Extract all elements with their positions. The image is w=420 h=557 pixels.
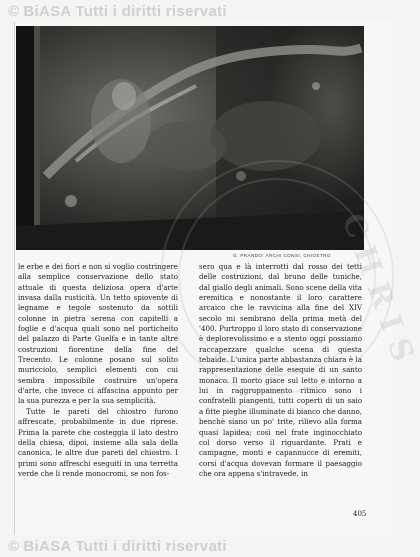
copyright-symbol: © (8, 537, 20, 555)
fresco-image (16, 26, 364, 250)
paragraph: sero qua e là interrotti dal rosso dei tetti delle costruzioni, dal bruno delle tuniche, dal giallo degli animali. Sono scene della vita eremitica e nonostante il loro carattere arcaico che le ravvicina alla fine del XIV secolo mi sembrano della prima metà del '400. Purtroppo il loro stato di conservazione è deplorevolissimo e a stento oggi possiamo raccapezzare qualche scena di questa tebaide. L'unica parte abbastanza chiara è la rappresentazione delle esequie di un santo monaco. Il morto giace sul letto e intorno a lui in raggruppamento ritmico sono i confratelli piangenti, tutti coperti di un saio a fitte pieghe illuminate di bianco che danno, benchè siano un po' trite, rilievo alla forma quasi lapidea; così nel frate inginocchiato col dorso verso il riguardante. Prati e campagne, monti e capannucce di eremiti, corsi d'acqua dovevan formare il paesaggio che ora appena s'intravede, in (199, 262, 363, 478)
paragraph: Tutte le pareti del chiostro furono affrescate, probabilmente in due riprese. Prima la parete che costeggia il lato destro della chiesa, dipoi, insieme alla sala della canonica, le altre due pareti del chiostro. I primi sono affreschi eseguiti in una terretta verde che li rende monocromi, se non fos- (18, 406, 178, 478)
watermark-letters: C H R I S (334, 208, 420, 367)
right-text-column (199, 262, 362, 479)
figure-caption: G. PRANDO: ARCHI CONSI. CHIOSTRO (233, 253, 331, 258)
left-text-column (18, 262, 178, 479)
paragraph: le erbe e dei fiori e non si voglio costringere alla semplice conservazione dello stato attuale di questa deliziosa opera d'arte invasa dalla rusticità. Un tetto spiovente di legname e tegole sostenuto da sottili colonne in pietra serena con capitelli a foglie e d'acqua quali sono nel porticheito del palazzo di Parte Guelfa e in tante altre costruzioni fiorentine della fine del Trecento. Le colonne posano sul solito muricciolo, semplici elementi con cui sembra impossibile costruire un'opera d'arte, che invece ci affascina appunto per la sua purezza e per la sua semplicità. (18, 262, 178, 406)
copyright-text: BiASA Tutti i diritti riservati (23, 2, 227, 20)
fresco-photograph (16, 26, 364, 250)
copyright-symbol: © (8, 2, 20, 20)
scanned-page (14, 22, 393, 535)
copyright-text: BiASA Tutti i diritti riservati (23, 537, 227, 555)
page-number: 405 (353, 510, 367, 518)
copyright-banner-bottom (0, 535, 406, 557)
copyright-banner-top (0, 0, 406, 22)
